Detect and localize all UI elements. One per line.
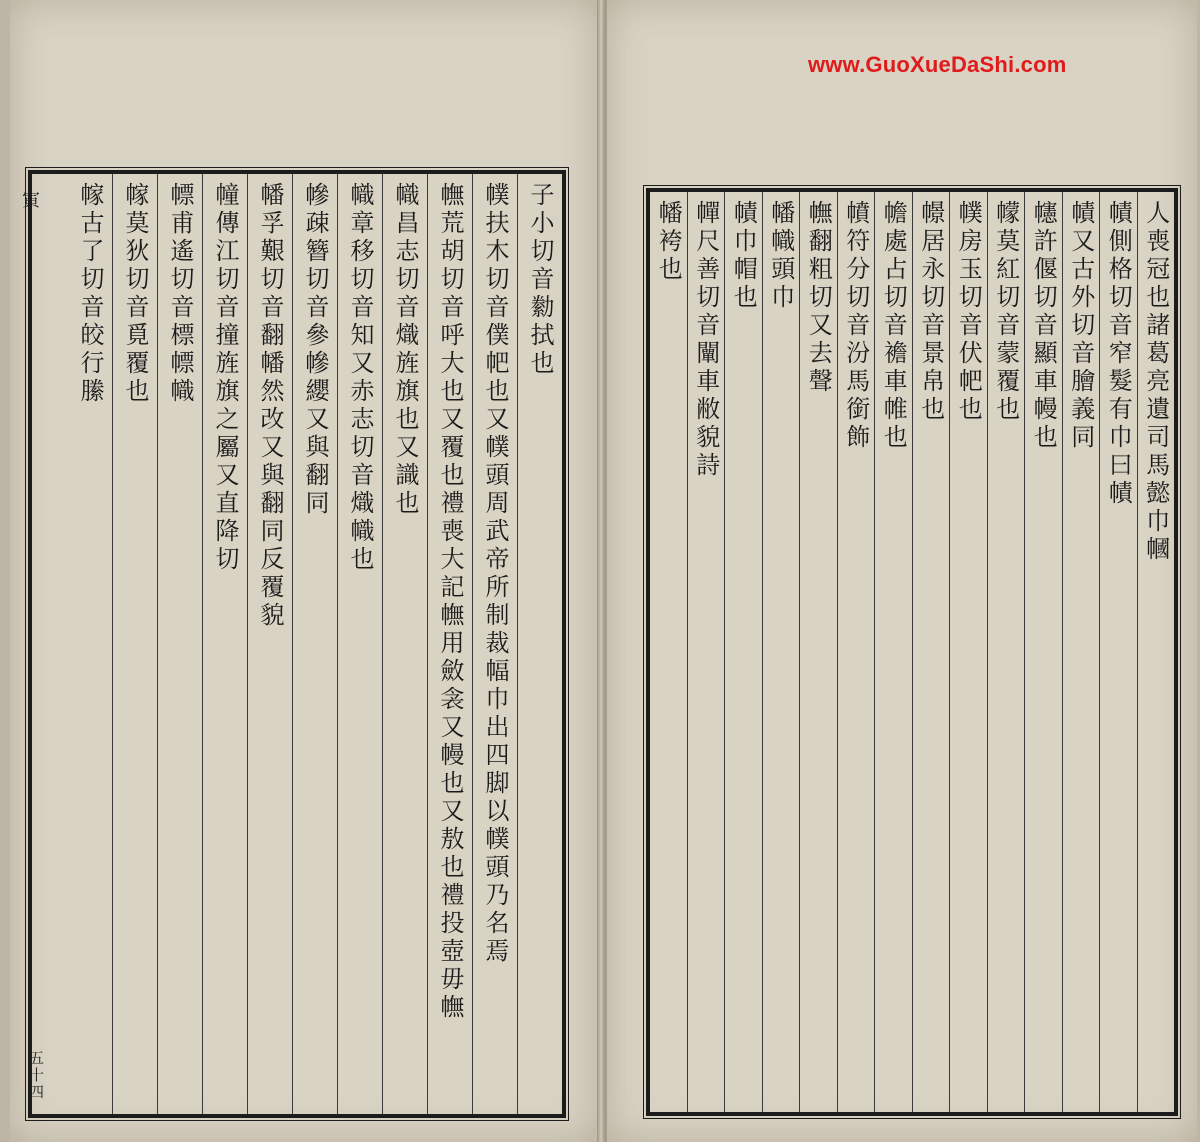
right-col-1-text: 人喪冠也諸葛亮遺司馬懿巾幗 bbox=[1141, 200, 1170, 564]
right-col-1 bbox=[1137, 192, 1175, 1112]
left-col-2-text: 幞扶木切音僕帊也又幞頭周武帝所制裁幅巾出四脚以幞頭乃名焉 bbox=[481, 182, 509, 966]
left-col-11 bbox=[68, 174, 112, 1114]
right-col-6-text: 幞房玉切音伏帊也 bbox=[954, 200, 983, 424]
left-col-10 bbox=[112, 174, 157, 1114]
left-col-11-text: 幏古了切音皎行縢 bbox=[76, 182, 104, 406]
left-col-4 bbox=[382, 174, 427, 1114]
right-col-14 bbox=[650, 192, 687, 1112]
right-col-11 bbox=[762, 192, 800, 1112]
watermark-url: www.GuoXueDaShi.com bbox=[808, 52, 1067, 77]
left-col-7-text: 幡孚艱切音翻幡然改又與翻同反覆貌 bbox=[256, 182, 284, 630]
left-col-7 bbox=[247, 174, 292, 1114]
right-text-frame bbox=[646, 188, 1178, 1116]
right-col-10 bbox=[799, 192, 837, 1112]
right-col-12-text: 幘巾帽也 bbox=[729, 200, 758, 312]
right-col-7 bbox=[912, 192, 950, 1112]
right-col-14-text: 幡袴也 bbox=[654, 200, 683, 284]
book-gutter bbox=[597, 0, 605, 1142]
right-col-3 bbox=[1062, 192, 1100, 1112]
right-col-9-text: 幩符分切音汾馬銜飾 bbox=[841, 200, 870, 452]
left-col-10-text: 幏莫狄切音覓覆也 bbox=[121, 182, 149, 406]
left-col-9 bbox=[157, 174, 202, 1114]
left-text-frame bbox=[28, 170, 566, 1118]
right-col-10-text: 幠翻粗切又去聲 bbox=[804, 200, 833, 396]
left-col-8-text: 幢傳江切音撞旌旗之屬又直降切 bbox=[211, 182, 239, 574]
left-col-5-text: 幟章移切音知又赤志切音熾幟也 bbox=[346, 182, 374, 574]
left-col-4-text: 幟昌志切音熾旌旗也又識也 bbox=[391, 182, 419, 518]
right-col-4 bbox=[1024, 192, 1062, 1112]
left-edge-label: 寅 bbox=[19, 190, 40, 210]
left-col-2 bbox=[472, 174, 517, 1114]
right-col-8-text: 幨處占切音襜車帷也 bbox=[879, 200, 908, 452]
right-col-13-text: 幝尺善切音闡車敝貌詩 bbox=[691, 200, 720, 480]
right-col-8 bbox=[874, 192, 912, 1112]
right-col-12 bbox=[724, 192, 762, 1112]
right-col-5-text: 幪莫紅切音蒙覆也 bbox=[991, 200, 1020, 424]
left-columns bbox=[32, 174, 562, 1114]
right-col-7-text: 幜居永切音景帛也 bbox=[916, 200, 945, 424]
right-col-3-text: 幘又古外切音膾義同 bbox=[1066, 200, 1095, 452]
right-columns bbox=[650, 192, 1174, 1112]
left-page-number: 五十四 bbox=[27, 1050, 45, 1101]
right-col-4-text: 幰許偃切音顯車幔也 bbox=[1029, 200, 1058, 452]
left-col-3 bbox=[427, 174, 472, 1114]
right-col-6 bbox=[949, 192, 987, 1112]
right-col-9 bbox=[837, 192, 875, 1112]
left-col-6-text: 幓疎簪切音參幓纓又與翻同 bbox=[301, 182, 329, 518]
right-col-11-text: 幡幟頭巾 bbox=[766, 200, 795, 312]
left-col-1-text: 子小切音勬拭也 bbox=[526, 182, 554, 378]
left-col-5 bbox=[337, 174, 382, 1114]
right-col-2 bbox=[1099, 192, 1137, 1112]
left-col-3-text: 幠荒胡切音呼大也又覆也禮喪大記幠用斂衾又幔也又敖也禮投壺毋幠 bbox=[436, 182, 464, 1022]
right-col-2-text: 幘側格切音窄髮有巾曰幘 bbox=[1104, 200, 1133, 508]
left-col-1 bbox=[517, 174, 562, 1114]
left-col-8 bbox=[202, 174, 247, 1114]
right-col-13 bbox=[687, 192, 725, 1112]
left-col-9-text: 幖甫遙切音標幖幟 bbox=[166, 182, 194, 406]
left-col-6 bbox=[292, 174, 337, 1114]
right-col-5 bbox=[987, 192, 1025, 1112]
